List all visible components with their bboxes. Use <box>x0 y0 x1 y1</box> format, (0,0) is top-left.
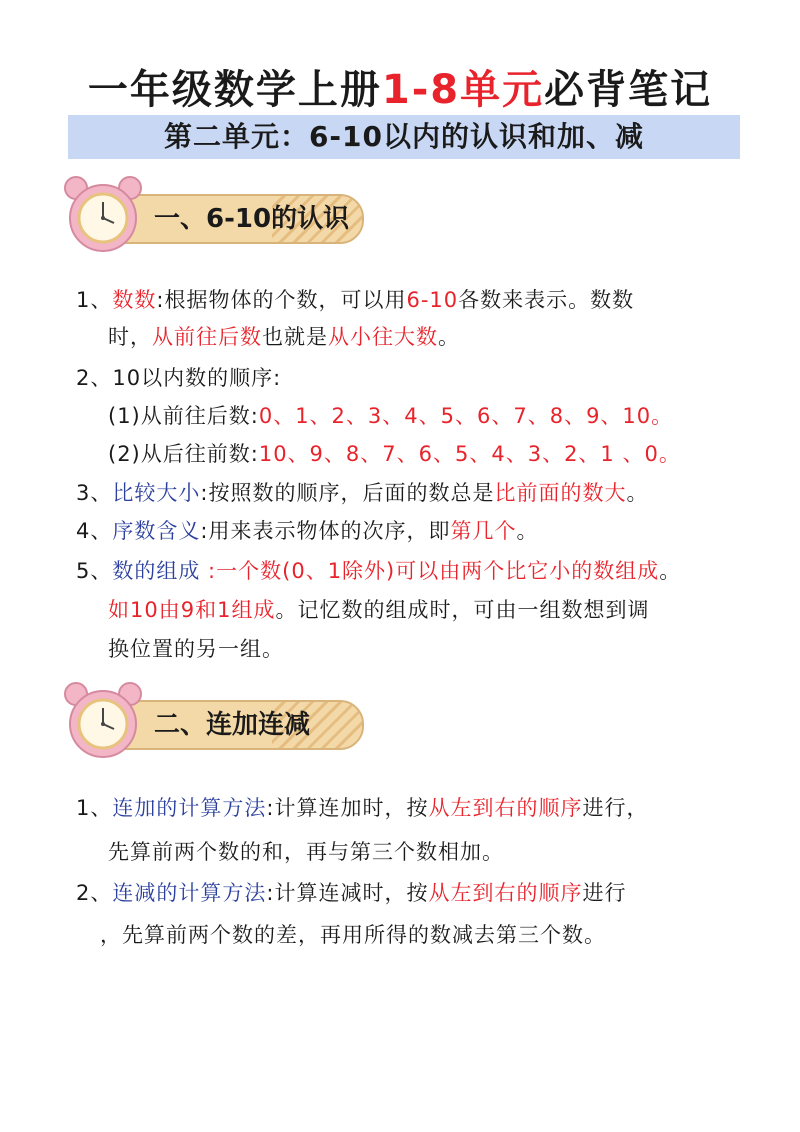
list-item: 换位置的另一组。 <box>108 637 284 661</box>
list-item: 5、数的组成 :一个数(0、1除外)可以由两个比它小的数组成。 <box>76 559 682 583</box>
page-title: 一年级数学上册1-8单元必背笔记 <box>87 67 713 113</box>
list-item: (1)从前往后数:0、1、2、3、4、5、6、7、8、9、10。 <box>108 404 674 428</box>
alarm-clock-icon <box>62 680 144 762</box>
list-item: 先算前两个数的和，再与第三个数相加。 <box>108 840 504 864</box>
unit-heading: 第二单元：6-10以内的认识和加、减 <box>68 115 740 159</box>
list-item: 2、10以内数的顺序: <box>76 366 282 390</box>
list-item: 1、数数:根据物体的个数，可以用6-10各数来表示。数数 <box>76 288 635 312</box>
section-header-2 <box>62 680 362 760</box>
list-item: 1、连加的计算方法:计算连加时，按从左到右的顺序进行， <box>76 796 649 820</box>
section-title: 二、连加连减 <box>154 710 311 740</box>
list-item: (2)从后往前数:10、9、8、7、6、5、4、3、2、1 、0。 <box>108 442 681 466</box>
list-item: 4、序数含义:用来表示物体的次序，即第几个。 <box>76 519 539 543</box>
list-item: 3、比较大小:按照数的顺序，后面的数总是比前面的数大。 <box>76 481 649 505</box>
section-title: 一、6-10的认识 <box>154 204 350 234</box>
section-header-1 <box>62 174 362 254</box>
list-item: 2、连减的计算方法:计算连减时，按从左到右的顺序进行 <box>76 881 627 905</box>
list-item: 如10由9和1组成。记忆数的组成时，可由一组数想到调 <box>108 598 650 622</box>
list-item: ，先算前两个数的差，再用所得的数减去第三个数。 <box>100 923 606 947</box>
alarm-clock-icon <box>62 174 144 256</box>
list-item: 时，从前往后数也就是从小往大数。 <box>108 325 460 349</box>
